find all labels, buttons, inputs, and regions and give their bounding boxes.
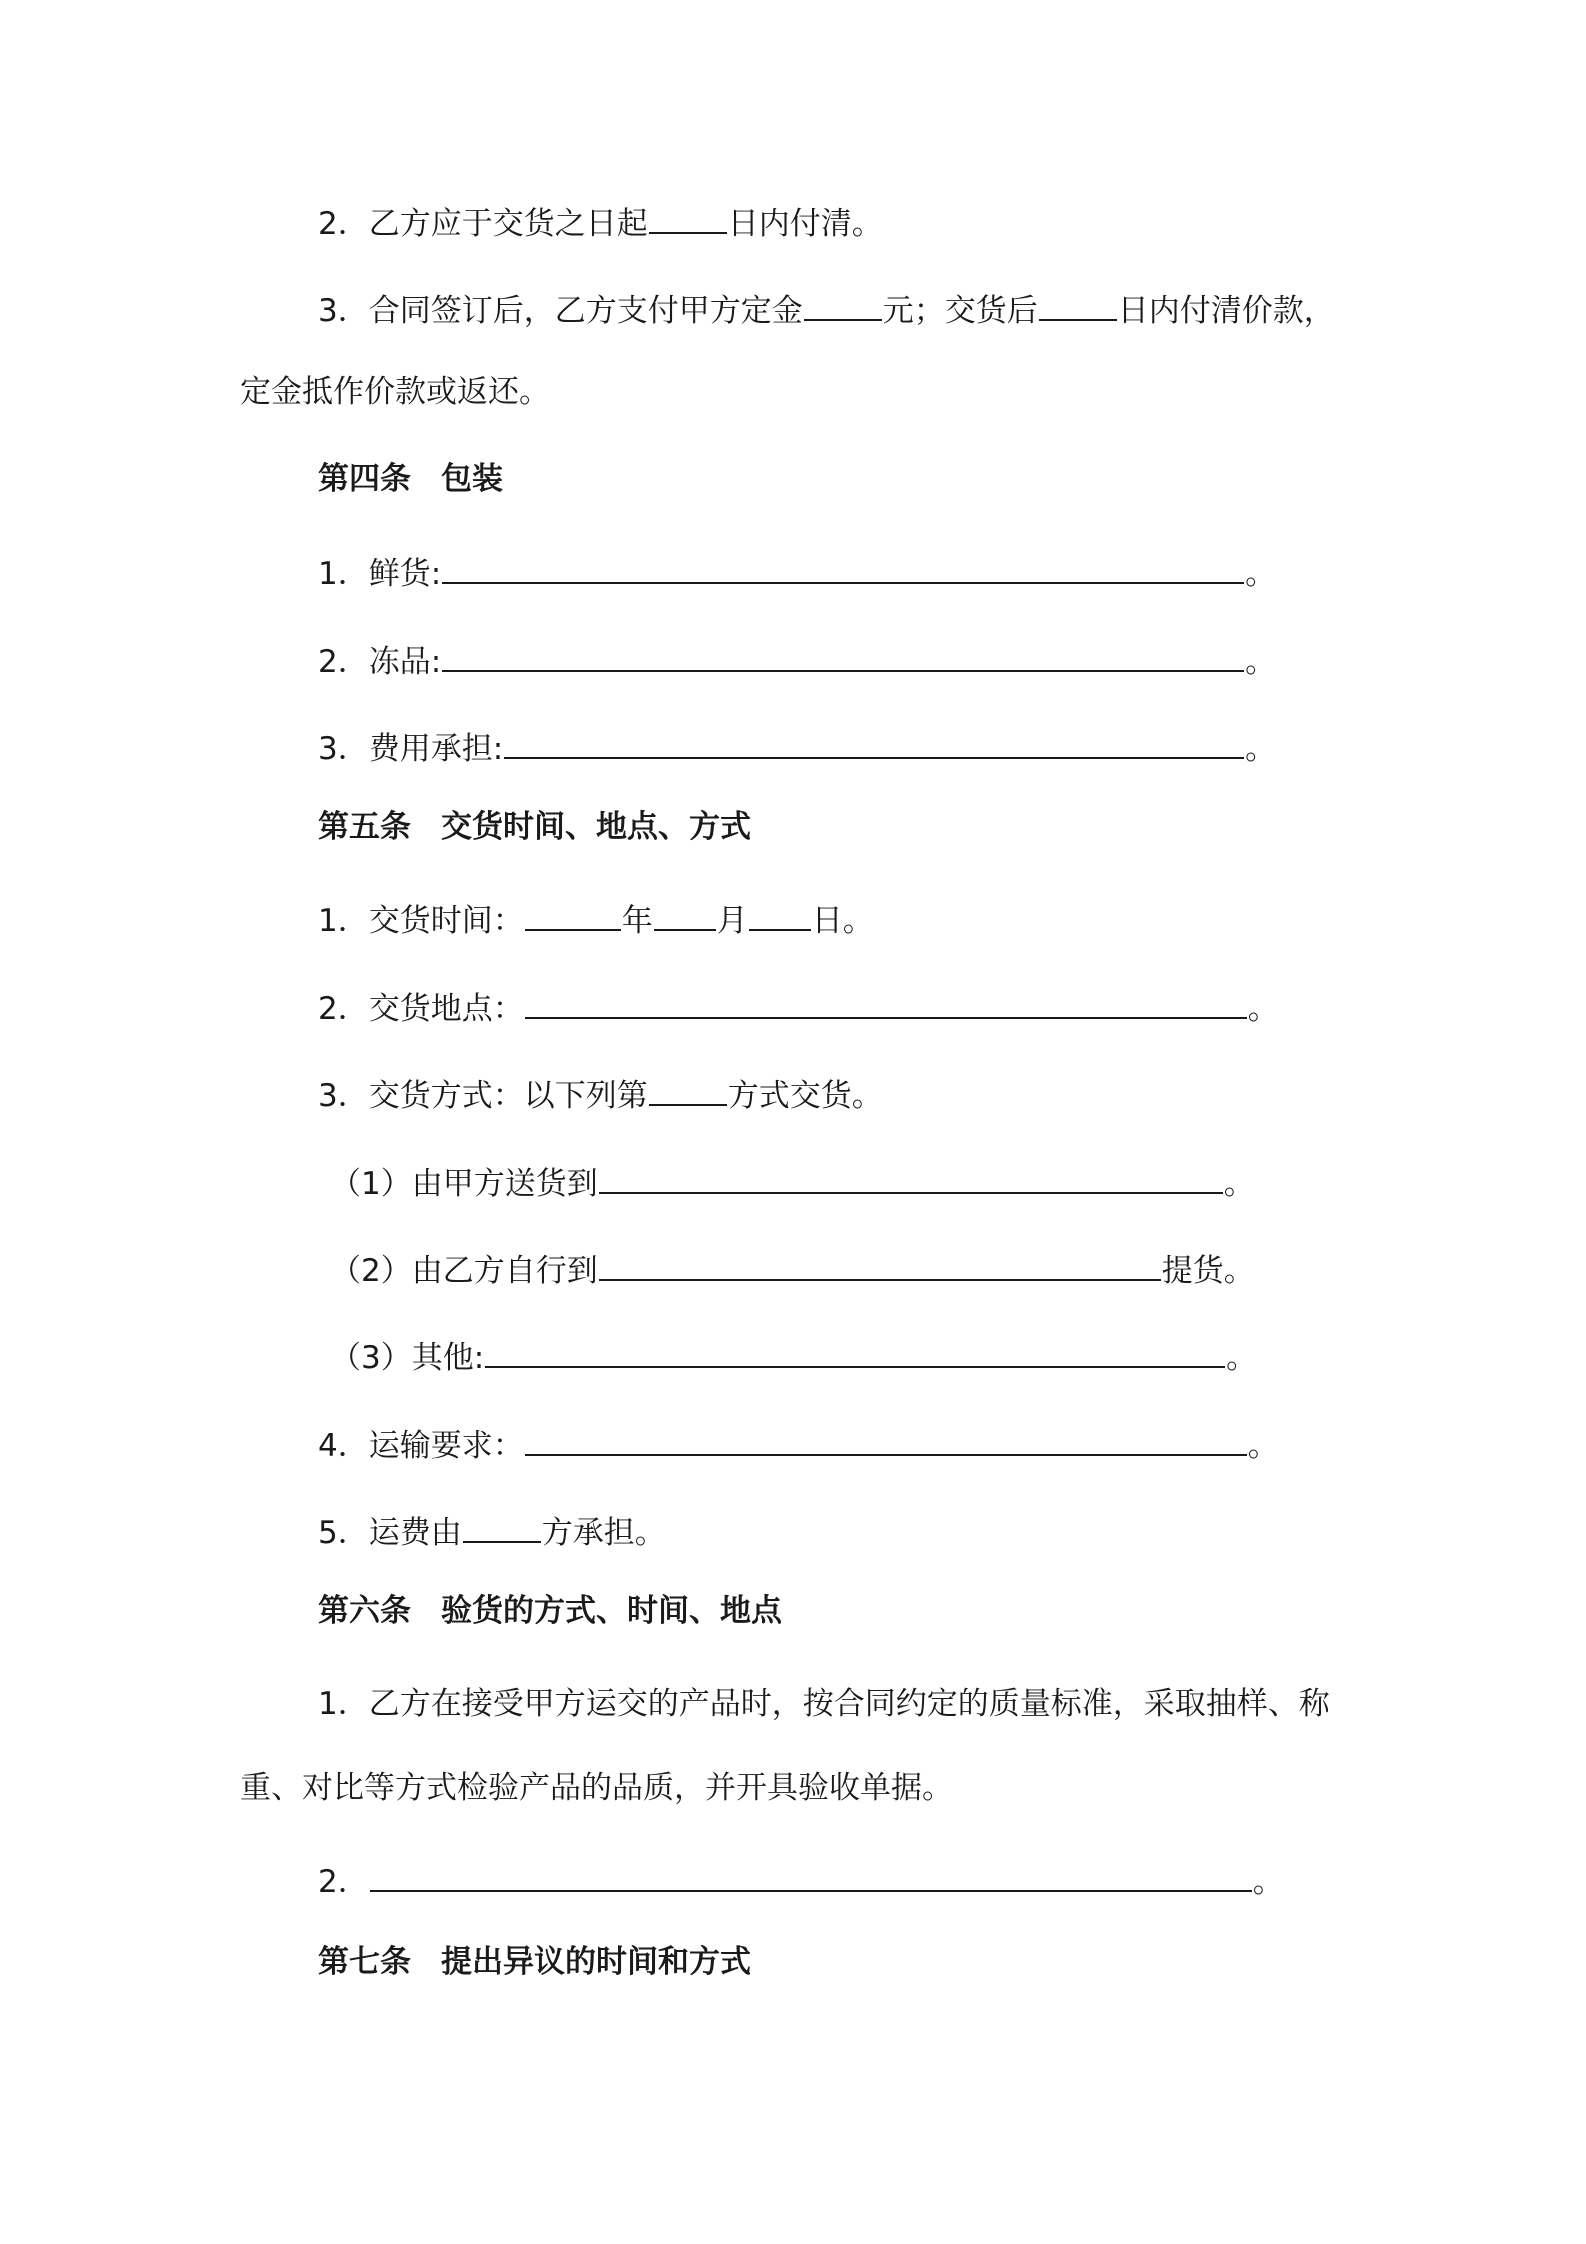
inspection-item-2-label: 2． xyxy=(318,1864,369,1900)
article-6-title: 验货的方式、时间、地点 xyxy=(441,1593,782,1629)
days-blank-2 xyxy=(1039,289,1117,321)
transport-requirement xyxy=(318,1424,1279,1464)
delivery-option-1-blank xyxy=(599,1162,1223,1194)
delivery-place xyxy=(318,987,1279,1027)
article-5-heading xyxy=(318,807,751,847)
delivery-option-1 xyxy=(330,1162,1255,1202)
packaging-fresh-label: 1．鲜货: xyxy=(318,556,442,592)
transport-requirement-blank xyxy=(525,1424,1247,1456)
transport-requirement-label: 4．运输要求： xyxy=(318,1428,524,1464)
article-7-heading xyxy=(318,1942,751,1982)
payment-item-2-text: 2．乙方应于交货之日起 xyxy=(318,206,648,242)
packaging-frozen xyxy=(318,640,1276,680)
inspection-item-2-blank xyxy=(370,1860,1252,1892)
days-blank xyxy=(649,202,727,234)
packaging-cost-blank xyxy=(504,727,1244,759)
delivery-method-blank xyxy=(649,1074,727,1106)
inspection-item-1-continued: 重、对比等方式检验产品的品质，并开具验收单据。 xyxy=(240,1770,953,1806)
delivery-time xyxy=(318,899,874,939)
delivery-option-3-blank xyxy=(485,1336,1225,1368)
packaging-fresh-end: 。 xyxy=(1245,556,1277,592)
packaging-frozen-end: 。 xyxy=(1245,644,1277,680)
payment-item-3-mid: 元；交货后 xyxy=(882,293,1038,329)
freight-bearer-blank xyxy=(463,1511,541,1543)
article-7-title: 提出异议的时间和方式 xyxy=(441,1944,751,1980)
month-label: 月 xyxy=(716,903,748,939)
packaging-fresh xyxy=(318,552,1276,592)
delivery-place-blank xyxy=(525,987,1247,1019)
packaging-cost xyxy=(318,727,1276,767)
payment-item-3-text: 3．合同签订后，乙方支付甲方定金 xyxy=(318,293,803,329)
year-label: 年 xyxy=(621,903,653,939)
month-blank xyxy=(654,899,716,931)
delivery-option-3-end: 。 xyxy=(1226,1340,1258,1376)
delivery-place-label: 2．交货地点： xyxy=(318,991,524,1027)
delivery-option-3 xyxy=(330,1336,1257,1376)
freight-bearer xyxy=(318,1511,666,1551)
inspection-item-2-end: 。 xyxy=(1252,1864,1284,1900)
packaging-frozen-blank xyxy=(442,640,1244,672)
packaging-cost-label: 3．费用承担: xyxy=(318,731,504,767)
payment-item-3 xyxy=(318,289,1335,329)
delivery-option-2-end: 提货。 xyxy=(1161,1253,1255,1289)
article-7-number: 第七条 xyxy=(318,1944,411,1980)
day-blank xyxy=(749,899,811,931)
inspection-item-1: 1．乙方在接受甲方运交的产品时，按合同约定的质量标准，采取抽样、称 xyxy=(318,1686,1330,1722)
article-5-number: 第五条 xyxy=(318,809,411,845)
delivery-option-2 xyxy=(330,1249,1255,1289)
delivery-method-label: 3．交货方式：以下列第 xyxy=(318,1078,648,1114)
delivery-option-1-end: 。 xyxy=(1223,1166,1255,1202)
payment-item-3-end: 日内付清价款， xyxy=(1117,293,1335,329)
delivery-method xyxy=(318,1074,883,1114)
article-4-heading xyxy=(318,459,503,499)
article-4-number: 第四条 xyxy=(318,461,411,497)
payment-item-2-end: 日内付清。 xyxy=(727,206,883,242)
delivery-place-end: 。 xyxy=(1247,991,1279,1027)
packaging-cost-end: 。 xyxy=(1245,731,1277,767)
payment-item-3-continued: 定金抵作价款或返还。 xyxy=(240,374,550,410)
transport-requirement-end: 。 xyxy=(1247,1428,1279,1464)
payment-item-2 xyxy=(318,202,883,242)
delivery-option-1-label: （1）由甲方送货到 xyxy=(330,1166,598,1202)
packaging-fresh-blank xyxy=(442,552,1244,584)
delivery-time-label: 1．交货时间： xyxy=(318,903,524,939)
packaging-frozen-label: 2．冻品: xyxy=(318,644,442,680)
article-5-title: 交货时间、地点、方式 xyxy=(441,809,751,845)
inspection-item-2 xyxy=(318,1860,1284,1900)
year-blank xyxy=(525,899,621,931)
day-label: 日。 xyxy=(811,903,874,939)
deposit-blank xyxy=(804,289,882,321)
freight-bearer-label: 5．运费由 xyxy=(318,1515,462,1551)
delivery-option-3-label: （3）其他: xyxy=(330,1340,485,1376)
delivery-option-2-label: （2）由乙方自行到 xyxy=(330,1253,598,1289)
delivery-method-end: 方式交货。 xyxy=(727,1078,883,1114)
article-6-heading xyxy=(318,1591,782,1631)
delivery-option-2-blank xyxy=(599,1249,1161,1281)
article-4-title: 包装 xyxy=(441,461,503,497)
article-6-number: 第六条 xyxy=(318,1593,411,1629)
freight-bearer-end: 方承担。 xyxy=(541,1515,666,1551)
